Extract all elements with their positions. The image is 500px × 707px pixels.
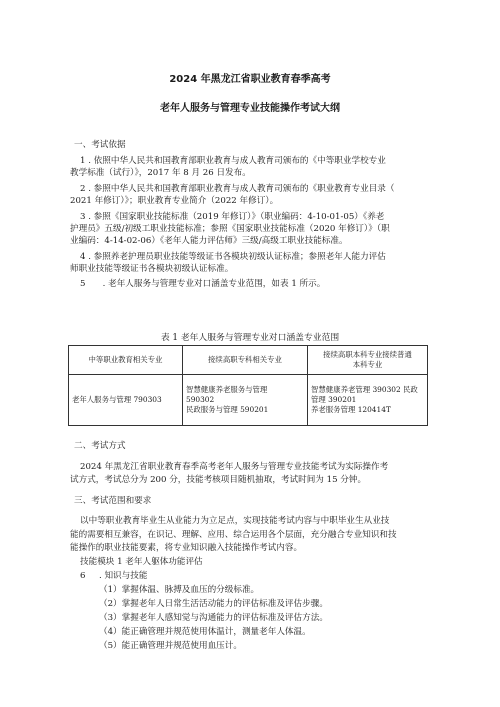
basis-item-1-line1: 1 . 依照中华人民共和国教育部职业教育与成人教育司颁布的《中等职业学校专业 bbox=[80, 156, 386, 166]
table-cell-text: 管理 390201 bbox=[311, 395, 357, 404]
major-scope-table bbox=[68, 345, 428, 426]
basis-item-5: 5 . 老年人服务与管理专业对口涵盖专业范围，如表 1 所示。 bbox=[80, 279, 326, 289]
table-header-undergraduate bbox=[308, 346, 428, 375]
doc-title-line2: 老年人服务与管理专业技能操作考试大纲 bbox=[160, 103, 340, 114]
table-cell-text: 民政服务与管理 590201 bbox=[186, 405, 269, 414]
subsection-title: . 知识与技能 bbox=[99, 571, 148, 581]
basis-item-1-line2: 教学标准（试行）》，2017 年 8 月 26 日发布。 bbox=[70, 168, 251, 178]
subsection-number: 6 bbox=[80, 571, 86, 581]
section3-heading: 三、考试范围和要求 bbox=[74, 496, 152, 506]
table-cell-text: 老年人服务与管理 790303 bbox=[72, 395, 162, 404]
exam-method-line2: 试方式，考试总分为 200 分，技能考核项目随机抽取，考试时间为 15 分钟。 bbox=[70, 475, 367, 485]
table-cell-vocational bbox=[183, 375, 308, 426]
section1-heading: 一、考试依据 bbox=[74, 140, 126, 150]
table-cell-text: 养老服务管理 120414T bbox=[311, 405, 391, 414]
basis-item-3-line2: 护理员》五级/初级工职业技能标准；参照《国家职业技能标准（2020 年修订）》（职 bbox=[70, 224, 390, 234]
table-caption: 表 1 老年人服务与管理专业对口涵盖专业范围 bbox=[160, 333, 340, 343]
table-cell-text: 590302 bbox=[186, 395, 215, 404]
scope-para-line2: 能的需要相互兼容，在识记、理解、应用、综合运用各个层面，充分融合专业知识和技 bbox=[70, 530, 397, 540]
skill-item-4: （4）能正确管理并规范使用体温计，测量老年人体温。 bbox=[99, 627, 311, 637]
table-cell-text: 智慧健康养老管理 390302 民政 bbox=[311, 385, 418, 394]
table-header-undergraduate-line1: 接续高职本科专业接续普通 bbox=[323, 350, 412, 359]
basis-item-3-line3: 业编码：4-14-02-06）《老年人能力评估师》三级/高级工职业技能标准。 bbox=[70, 236, 348, 246]
skill-module-title: 技能模块 1 老年人躯体功能评估 bbox=[80, 557, 203, 567]
basis-item-2-line1: 2 . 参照中华人民共和国教育部职业教育与成人教育司颁布的《职业教育专业目录（ bbox=[80, 184, 395, 194]
scope-para-line1: 以中等职业教育毕业生从业能力为立足点，实现技能考试内容与中职毕业生从业技 bbox=[80, 516, 390, 526]
scope-para-line3: 能操作的职业技能要素，将专业知识融入技能操作考试内容。 bbox=[70, 543, 303, 553]
basis-item-4-line2: 师职业技能等级证书各模块初级认证标准。 bbox=[70, 264, 234, 274]
basis-item-2-line2: 2021 年修订）》；职业教育专业简介（2022 年修订）。 bbox=[70, 196, 279, 206]
skill-item-5: （5）能正确管理并规范使用血压计。 bbox=[99, 641, 242, 651]
skill-item-3: （3）掌握老年人感知觉与沟通能力的评估标准及评估方法。 bbox=[99, 613, 328, 623]
basis-item-3-line1: 3 . 参照《国家职业技能标准（2019 年修订）》（职业编码：4-10-01-05）《养老 bbox=[80, 212, 385, 222]
skill-item-2: （2）掌握老年人日常生活活动能力的评估标准及评估步骤。 bbox=[99, 599, 328, 609]
table-header-undergraduate-line2: 本科专业 bbox=[352, 360, 383, 369]
basis-item-4-line1: 4 . 参照养老护理员职业技能等级证书各模块初级认证标准；参照老年人能力评估 bbox=[80, 252, 386, 262]
table-cell-secondary bbox=[69, 375, 183, 426]
exam-method-line1: 2024 年黑龙江省职业教育春季高考老年人服务与管理专业技能考试为实际操作考 bbox=[80, 462, 389, 472]
skill-item-1: （1）掌握体温、脉搏及血压的分级标准。 bbox=[99, 585, 260, 595]
table-header-secondary: 中等职业教育相关专业 bbox=[69, 346, 183, 375]
doc-title-line1: 2024 年黑龙江省职业教育春季高考 bbox=[169, 74, 331, 85]
table-cell-undergraduate bbox=[308, 375, 428, 426]
table-header-vocational: 接续高职专科相关专业 bbox=[183, 346, 308, 375]
section2-heading: 二、考试方式 bbox=[74, 441, 126, 451]
table-cell-text: 智慧健康养老服务与管理 bbox=[186, 385, 268, 394]
